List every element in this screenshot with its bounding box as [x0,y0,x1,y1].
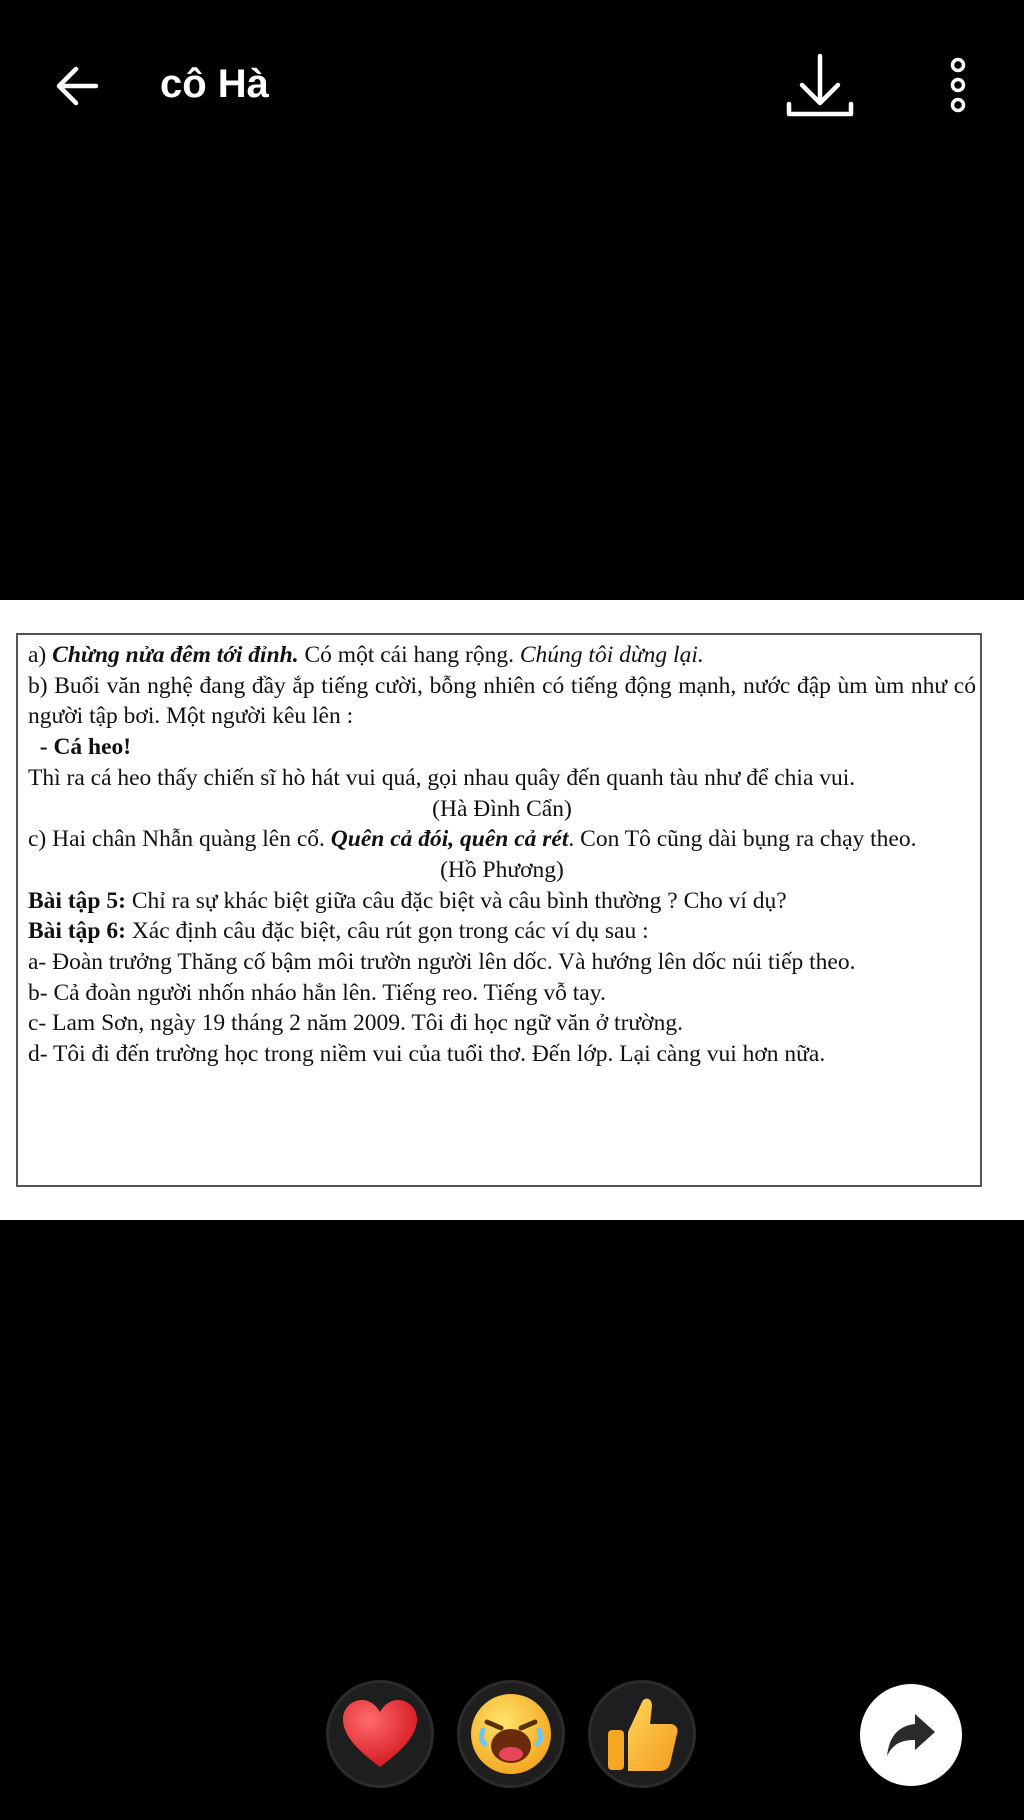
share-button[interactable] [860,1684,962,1786]
arrow-left-icon [50,58,106,114]
more-vertical-icon [938,56,978,116]
exercise-6: Bài tập 6: Xác định câu đặc biệt, câu rút gọn trong các ví dụ sau : [28,918,649,945]
document-frame [16,633,982,1187]
paragraph-a: a) Chừng nửa đêm tới đỉnh. Có một cái hang rộng. Chúng tôi dừng lại. [28,642,704,668]
example-d: d- Tôi đi đến trường học trong niềm vui của tuổi thơ. Đến lớp. Lại càng vui hơn nữa. [28,1041,826,1068]
exercise-5: Bài tập 5: Chỉ ra sự khác biệt giữa câu đặc biệt và câu bình thường ? Cho ví dụ? [28,887,787,914]
example-b: b- Cả đoàn người nhốn nháo hẳn lên. Tiếng reo. Tiếng vỗ tay. [28,979,606,1006]
reaction-heart-button[interactable] [326,1680,434,1788]
source-ha-dinh-can: (Hà Đình Cẩn) [432,795,572,822]
document-text [28,640,976,1070]
download-icon [785,52,855,122]
example-c: c- Lam Sơn, ngày 19 tháng 2 năm 2009. Tôi đi học ngữ văn ở trường. [28,1010,683,1037]
download-button[interactable] [785,52,855,122]
laughing-face-icon [469,1692,553,1776]
reaction-like-button[interactable] [588,1680,696,1788]
paragraph-thi-ra: Thì ra cá heo thấy chiến sĩ hò hát vui quá, gọi nhau quây đến quanh tàu như để chia vui. [28,764,856,791]
more-options-button[interactable] [938,56,978,116]
share-icon [883,1710,939,1760]
document-image[interactable] [0,600,1024,1220]
source-ho-phuong: (Hồ Phương) [440,856,564,883]
exclamation-ca-heo: - Cá heo! [28,734,132,761]
heart-icon [341,1699,419,1769]
reaction-laugh-button[interactable] [457,1680,565,1788]
chat-title: cô Hà [160,62,269,106]
back-button[interactable] [50,58,106,114]
thumbs-up-icon [604,1694,680,1774]
paragraph-b: b) Buổi văn nghệ đang đầy ắp tiếng cười, bỗng nhiên có tiếng động mạnh, nước đập ùm ùm như có người tập bơi. Một người kêu lên : [28,672,976,730]
paragraph-c: c) Hai chân Nhẫn quàng lên cổ. Quên cả đói, quên cả rét. Con Tô cũng dài bụng ra chạy theo. [28,826,917,853]
example-a: a- Đoàn trưởng Thăng cố bậm môi trườn người lên dốc. Và hướng lên dốc núi tiếp theo. [28,949,856,976]
top-bar [0,0,1024,170]
